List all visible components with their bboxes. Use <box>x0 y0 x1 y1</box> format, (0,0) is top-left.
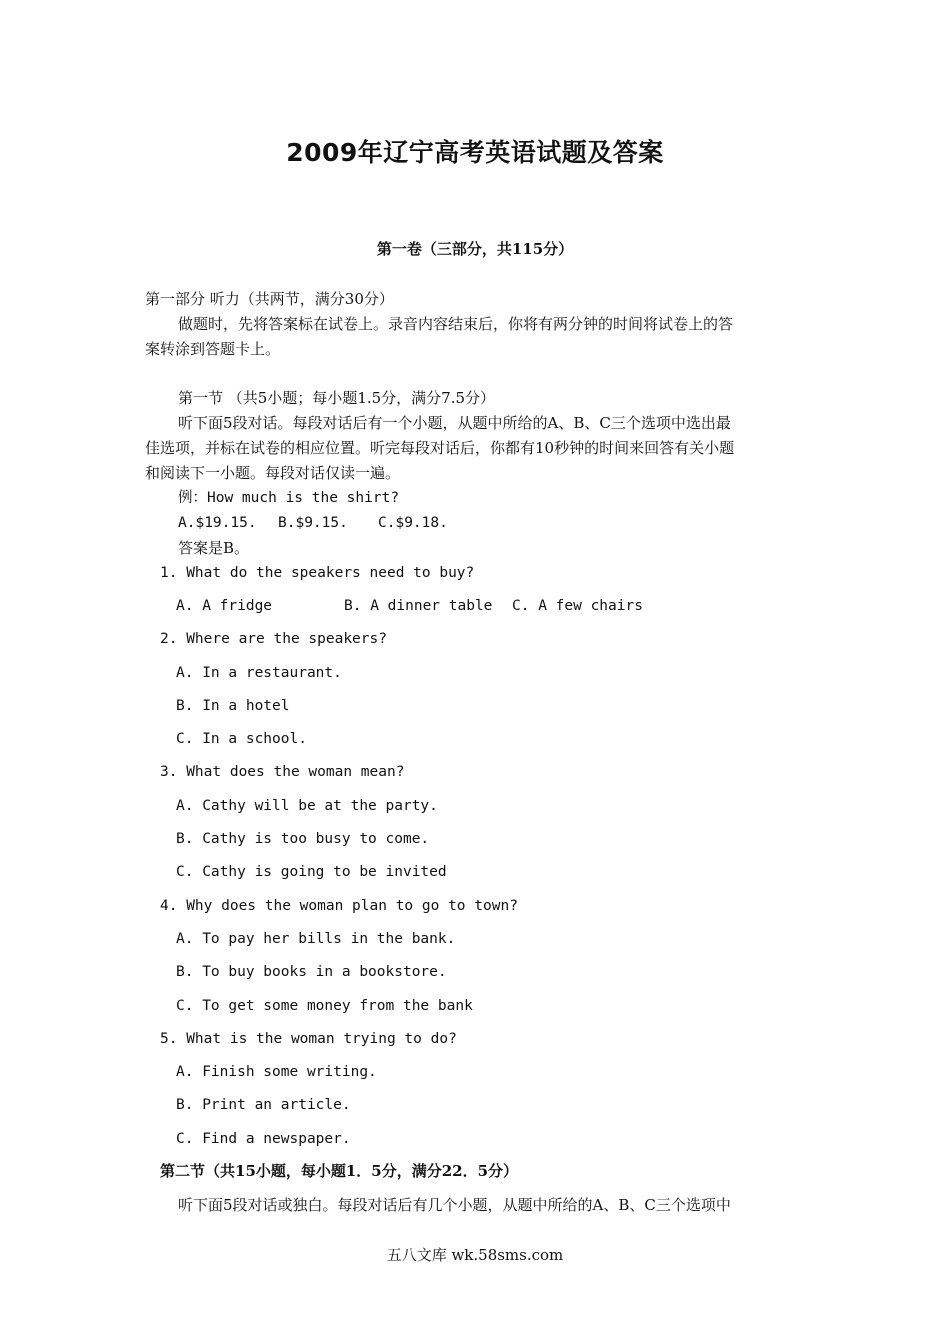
section2-heading: 第二节（共15小题，每小题1．5分，满分22．5分） <box>160 1162 519 1180</box>
section1-instruction-line: 和阅读下一小题。每段对话仅读一遍。 <box>145 464 401 482</box>
option: C. To get some money from the bank <box>176 998 473 1014</box>
option: C. Find a newspaper. <box>176 1131 351 1147</box>
section2-instruction: 听下面5段对话或独白。每段对话后有几个小题，从题中所给的A、B、C三个选项中 <box>178 1196 731 1214</box>
option: B. Print an article. <box>176 1097 351 1113</box>
section1-instruction-line: 听下面5段对话。每段对话后有一个小题，从题中所给的A、B、C三个选项中选出最 <box>178 414 731 432</box>
option: A. In a restaurant. <box>176 665 342 681</box>
footer-watermark: 五八文库 wk.58sms.com <box>386 1246 564 1264</box>
example-options <box>178 511 448 536</box>
question-1-options <box>176 594 643 619</box>
option: A. A fridge <box>176 598 273 614</box>
question-1: 1. What do the speakers need to buy? <box>160 565 475 581</box>
option: B. To buy books in a bookstore. <box>176 964 447 980</box>
example-answer: 答案是B。 <box>178 539 250 557</box>
question-3: 3. What does the woman mean? <box>160 764 405 780</box>
option: A. Finish some writing. <box>176 1064 377 1080</box>
page-title: 2009年辽宁高考英语试题及答案 <box>286 138 664 167</box>
option: C. A few chairs <box>512 598 643 614</box>
option: C. In a school. <box>176 731 307 747</box>
example-option: B.$9.15. <box>278 515 348 531</box>
option: A. To pay her bills in the bank. <box>176 931 456 947</box>
question-2: 2. Where are the speakers? <box>160 631 387 647</box>
example-option: C.$9.18. <box>378 515 448 531</box>
option: A. Cathy will be at the party. <box>176 798 438 814</box>
part1-instruction-line: 案转涂到答题卡上。 <box>145 340 281 358</box>
part1-heading: 第一部分 听力（共两节，满分30分） <box>145 290 394 308</box>
option: B. Cathy is too busy to come. <box>176 831 430 847</box>
section1-heading: 第一节 （共5小题；每小题1.5分，满分7.5分） <box>178 389 496 407</box>
part1-instruction-line: 做题时，先将答案标在试卷上。录音内容结束后，你将有两分钟的时间将试卷上的答 <box>178 315 734 333</box>
question-4: 4. Why does the woman plan to go to town? <box>160 898 518 914</box>
question-5: 5. What is the woman trying to do? <box>160 1031 457 1047</box>
volume-heading: 第一卷（三部分，共115分） <box>376 240 574 258</box>
example-option: A.$19.15. <box>178 515 257 531</box>
example-question: 例：How much is the shirt? <box>178 490 400 506</box>
option: B. In a hotel <box>176 698 290 714</box>
option: B. A dinner table <box>344 598 493 614</box>
section1-instruction-line: 佳选项，并标在试卷的相应位置。听完每段对话后，你都有10秒钟的时间来回答有关小题 <box>145 439 735 457</box>
option: C. Cathy is going to be invited <box>176 864 447 880</box>
